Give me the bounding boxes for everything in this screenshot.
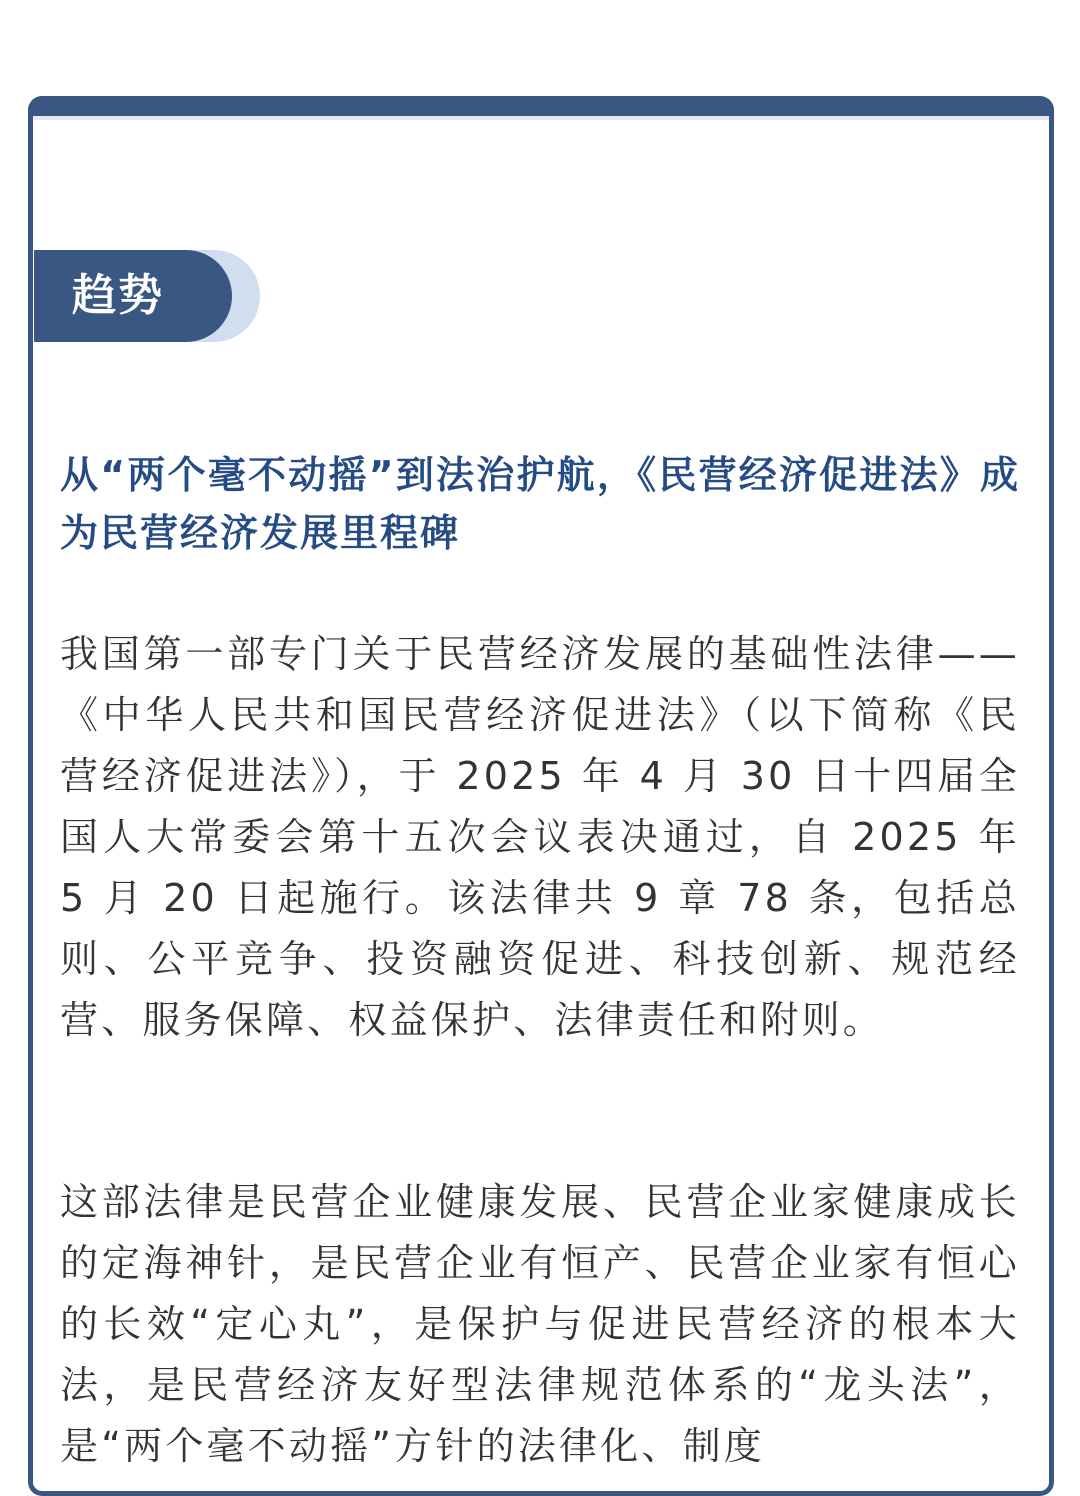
section-tag-label: 趋势 (34, 250, 232, 342)
section-tag (34, 250, 262, 342)
article-paragraph-2: 这部法律是民营企业健康发展、民营企业家健康成长的定海神针，是民营企业有恒产、民营企业家有恒心的长效“定心丸”，是保护与促进民营经济的根本大法，是民营经济友好型法律规范体系的“龙头法”，是“两个毫不动摇”方针的法律化、制度 (60, 1180, 1020, 1468)
article-paragraph-1: 我国第一部专门关于民营经济发展的基础性法律——《中华人民共和国民营经济促进法》（以下简称《民营经济促进法》），于 2025 年 4 月 30 日十四届全国人大常委会第十五次会议表决通过，自 2025 年 5 月 20 日起施行。该法律共 9 章 78 条，包括总则、公平竞争、投资融资促进、科技创新、规范经营、服务保障、权益保护、法律责任和附则。 (60, 632, 1020, 1042)
card-top-rule (33, 116, 1049, 120)
article-headline: 从“两个毫不动摇”到法治护航，《民营经济促进法》成为民营经济发展里程碑 (60, 453, 1020, 555)
